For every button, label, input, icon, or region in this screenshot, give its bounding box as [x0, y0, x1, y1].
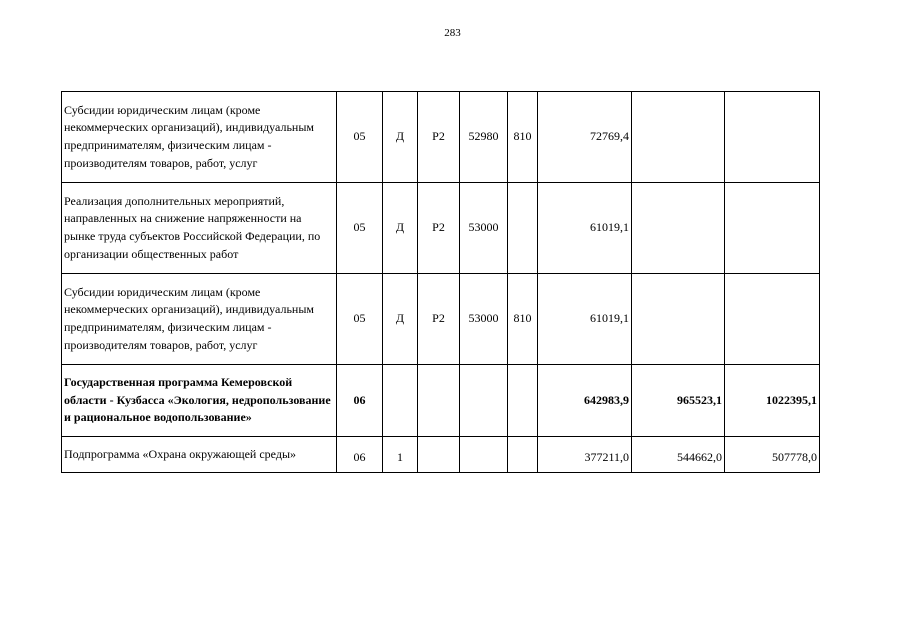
expense-type-code: 810 [508, 274, 538, 365]
table-row [62, 183, 820, 274]
amount-year-1: 61019,1 [538, 274, 632, 365]
direction-code: 53000 [460, 274, 508, 365]
amount-year-2 [632, 274, 725, 365]
program-code: 1 [383, 437, 418, 473]
program-code [383, 365, 418, 437]
direction-code [460, 365, 508, 437]
section-code: 05 [337, 274, 383, 365]
row-name: Субсидии юридическим лицам (кроме некоммерческих организаций), индивидуальным предпринимателям, физическим лицам - производителям товаров, работ, услуг [62, 92, 337, 183]
table-row [62, 274, 820, 365]
section-code: 06 [337, 365, 383, 437]
expense-type-code [508, 183, 538, 274]
amount-year-3 [725, 274, 820, 365]
table-row-program-total [62, 365, 820, 437]
subprogram-code [418, 365, 460, 437]
row-name: Субсидии юридическим лицам (кроме некоммерческих организаций), индивидуальным предпринимателям, физическим лицам - производителям товаров, работ, услуг [62, 274, 337, 365]
expense-type-code [508, 437, 538, 473]
amount-year-1: 642983,9 [538, 365, 632, 437]
amount-year-1: 61019,1 [538, 183, 632, 274]
direction-code: 52980 [460, 92, 508, 183]
subprogram-code: Р2 [418, 274, 460, 365]
subprogram-code: Р2 [418, 92, 460, 183]
section-code: 06 [337, 437, 383, 473]
budget-table [61, 91, 820, 473]
section-code: 05 [337, 92, 383, 183]
amount-year-2 [632, 183, 725, 274]
amount-year-2 [632, 92, 725, 183]
amount-year-1: 377211,0 [538, 437, 632, 473]
amount-year-3 [725, 183, 820, 274]
program-code: Д [383, 92, 418, 183]
row-name: Подпрограмма «Охрана окружающей среды» [62, 437, 337, 473]
table-row [62, 92, 820, 183]
amount-year-2: 965523,1 [632, 365, 725, 437]
expense-type-code [508, 365, 538, 437]
expense-type-code: 810 [508, 92, 538, 183]
amount-year-1: 72769,4 [538, 92, 632, 183]
program-code: Д [383, 274, 418, 365]
amount-year-3 [725, 92, 820, 183]
direction-code [460, 437, 508, 473]
subprogram-code [418, 437, 460, 473]
program-code: Д [383, 183, 418, 274]
subprogram-code: Р2 [418, 183, 460, 274]
amount-year-3: 1022395,1 [725, 365, 820, 437]
section-code: 05 [337, 183, 383, 274]
row-name: Государственная программа Кемеровской области - Кузбасса «Экология, недропользование и рациональное водопользование» [62, 365, 337, 437]
amount-year-2: 544662,0 [632, 437, 725, 473]
amount-year-3: 507778,0 [725, 437, 820, 473]
table-row [62, 437, 820, 473]
row-name: Реализация дополнительных мероприятий, направленных на снижение напряженности на рынке труда субъектов Российской Федерации, по организации общественных работ [62, 183, 337, 274]
direction-code: 53000 [460, 183, 508, 274]
page-number: 283 [444, 27, 461, 39]
